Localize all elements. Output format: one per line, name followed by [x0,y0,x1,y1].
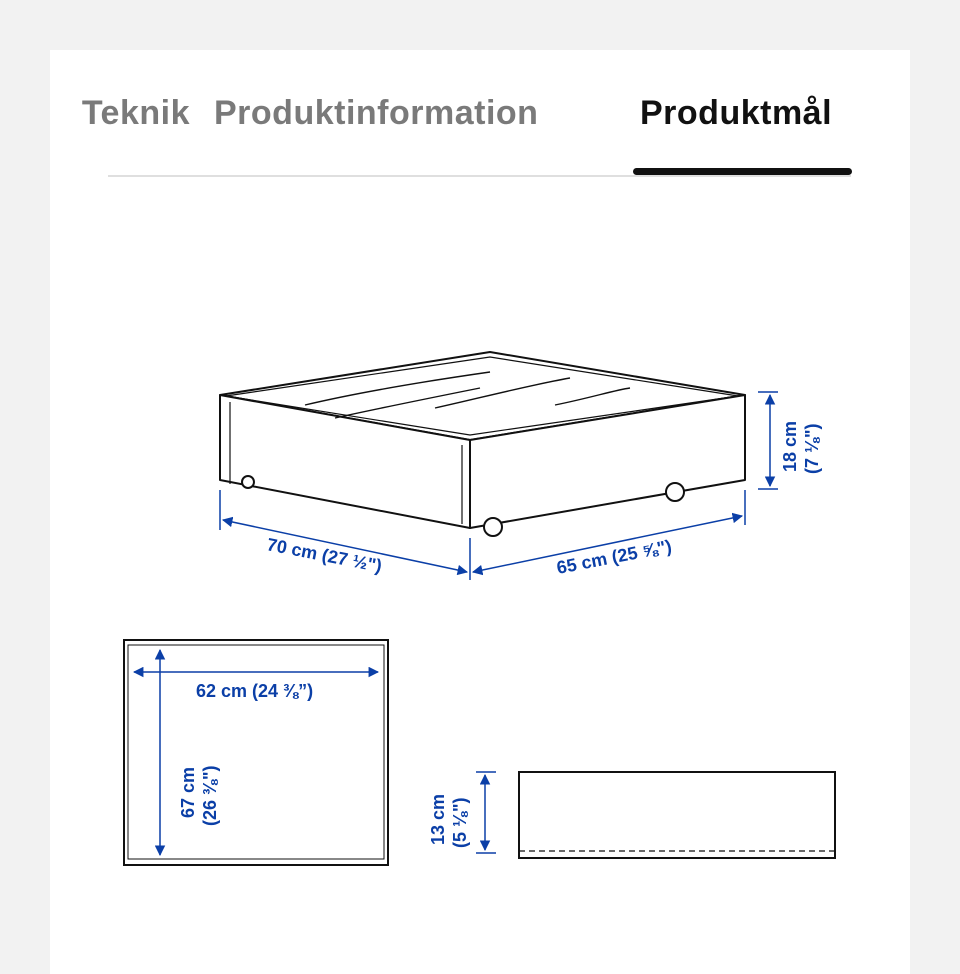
tab-product-information[interactable]: Produktinformation [214,94,539,132]
box-side-view [519,772,835,858]
tab-product-dimensions[interactable]: Produktmål [640,94,833,132]
side-height-inch-label: (5 ⅛") [450,797,470,848]
side-height-label: 13 cm [428,793,448,845]
inner-width-label: 62 cm (24 ⅜”) [196,681,314,701]
height-3d-label: 18 cm [780,420,800,472]
inner-depth-label: 67 cm [178,766,198,818]
tab-technical[interactable]: Teknik [81,94,190,132]
box-top-view [124,640,388,865]
width-3d-label: 65 cm (25 ⅝") [554,536,674,578]
height-3d-inch-label: (7 ⅛") [802,423,822,474]
storage-box-3d-illustration [220,352,745,536]
dimension-lines-side-view [476,772,496,853]
length-3d-label: 70 cm (27 ½") [265,534,384,577]
inner-depth-inch-label: (26 ⅜") [200,765,220,826]
